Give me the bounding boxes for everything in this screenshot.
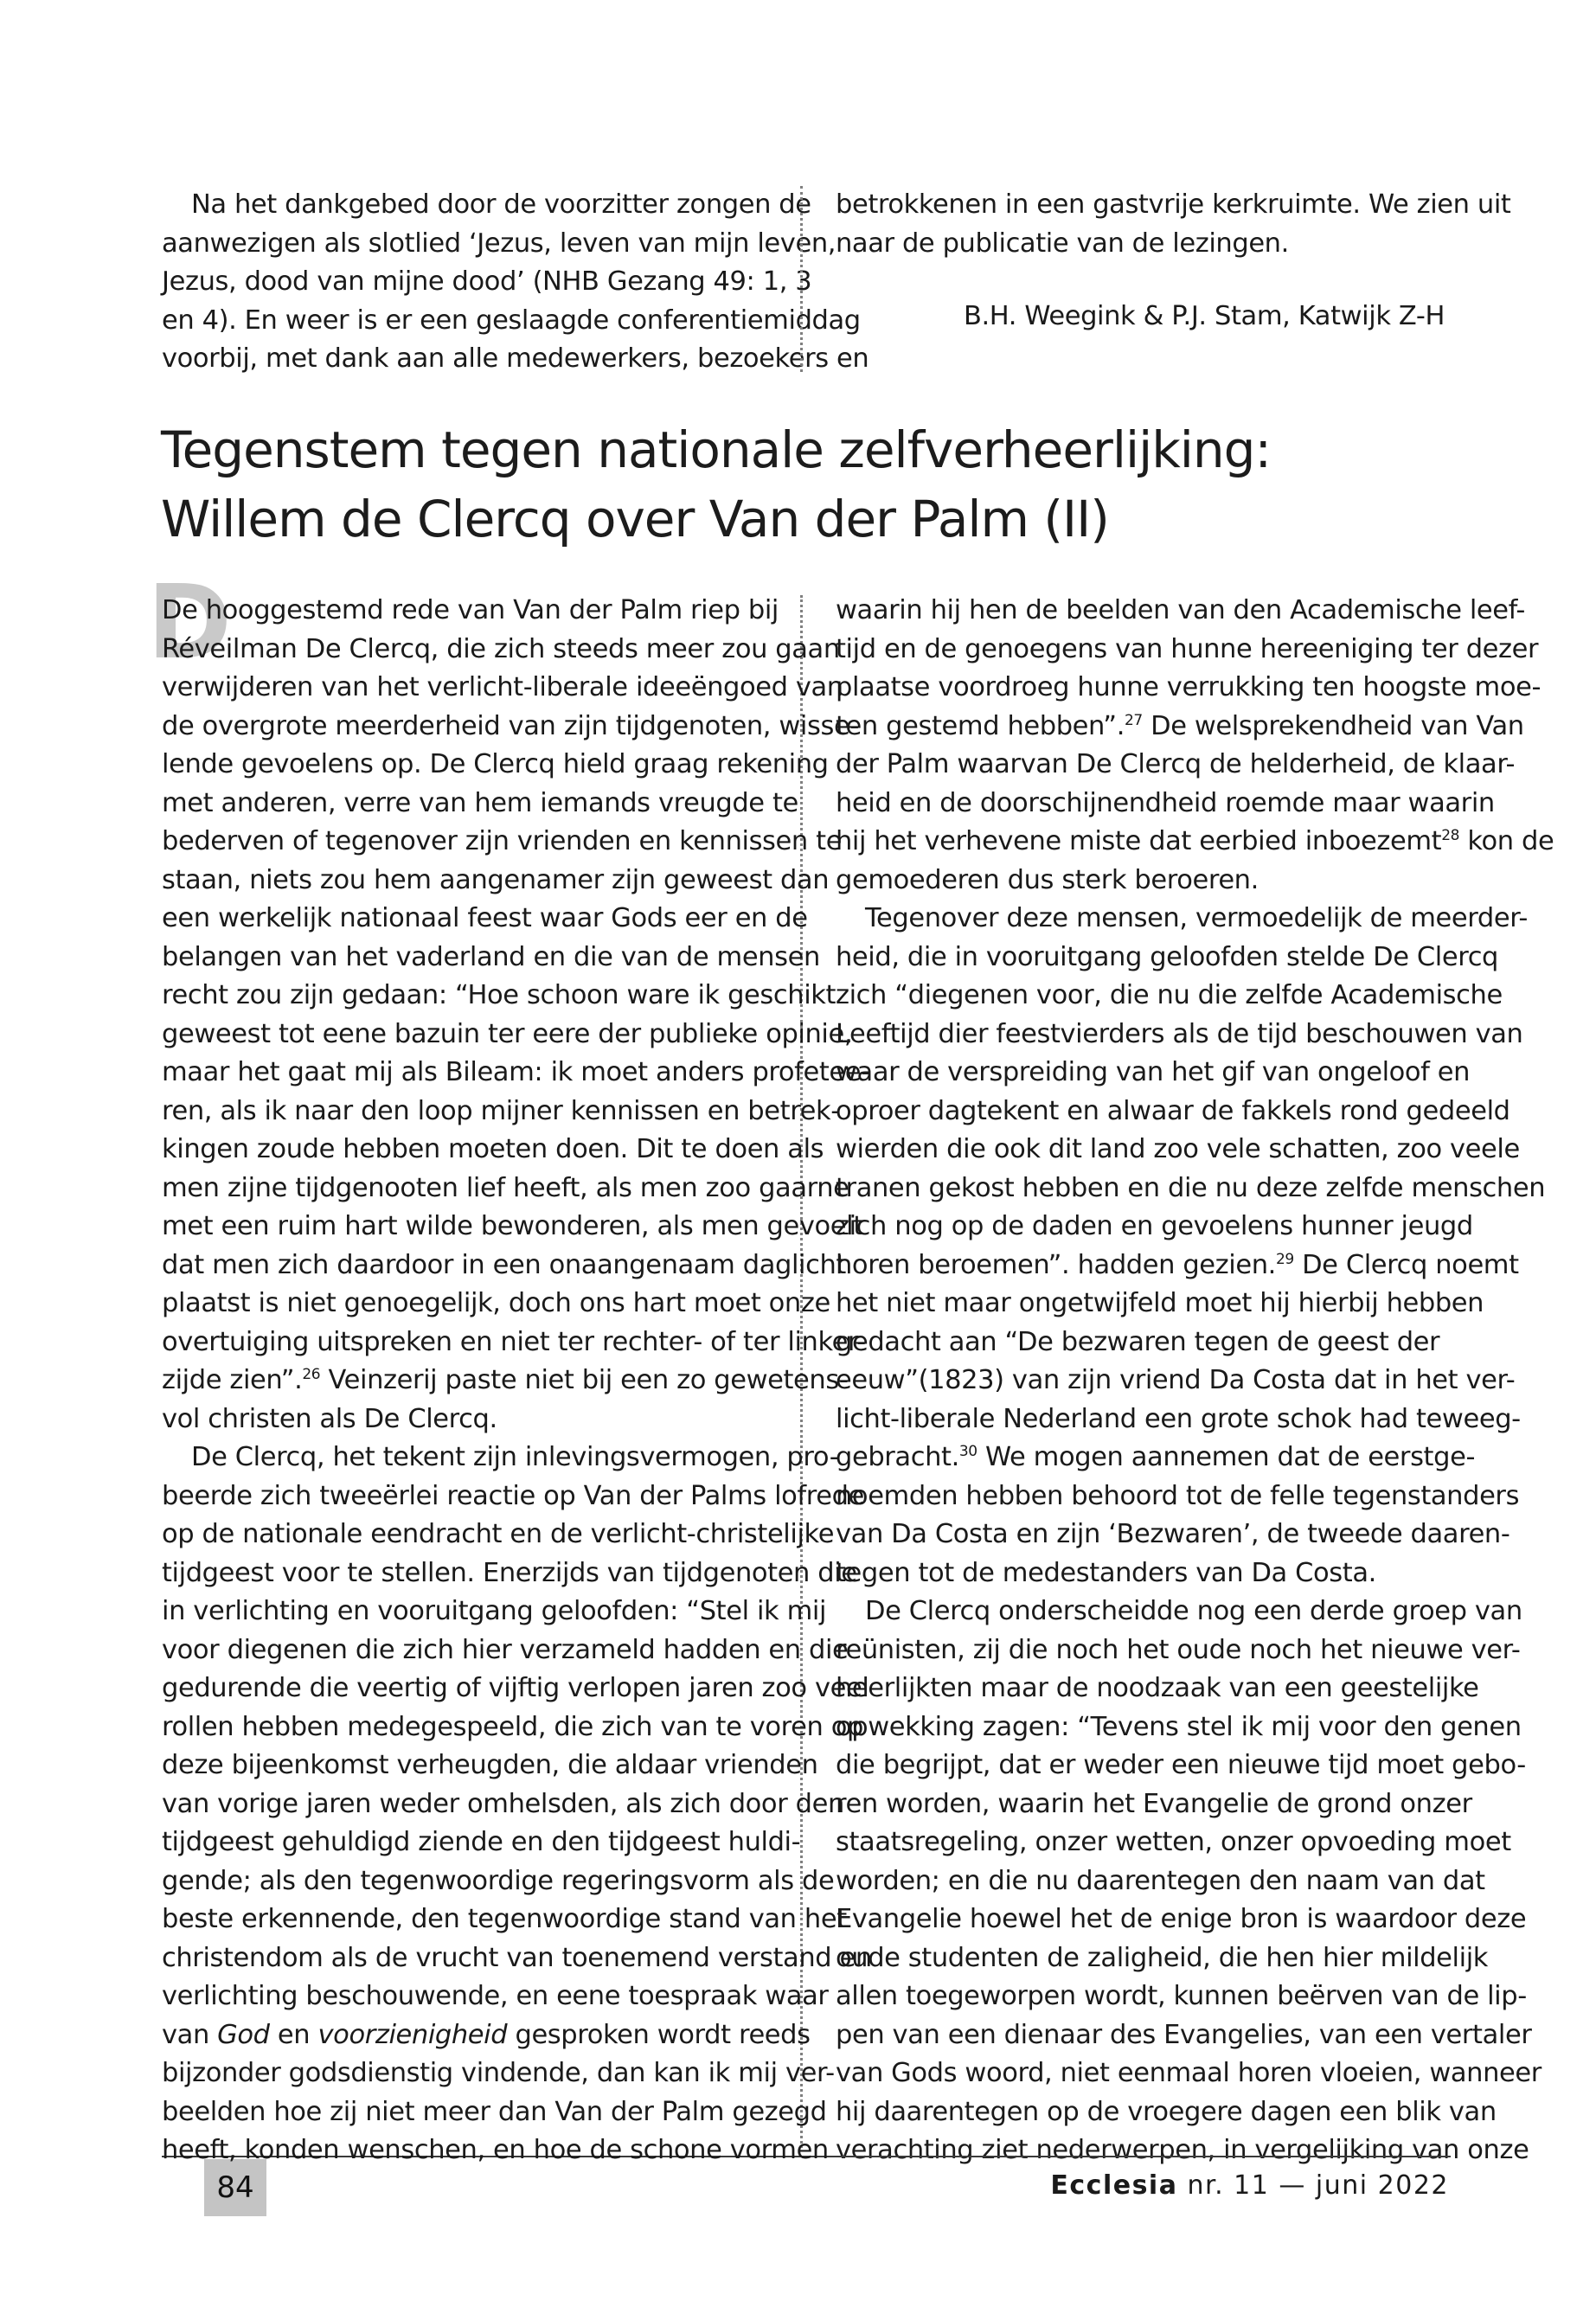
line-text: gedurende die veertig of vijftig verlopen jaren zoo veel <box>162 1673 869 1703</box>
line-text: noemden hebben behoord tot de felle tegenstanders <box>836 1480 1520 1511</box>
intro-column-right <box>836 186 1511 263</box>
text-line <box>836 1631 1521 1670</box>
line-text: belangen van het vaderland en die van de mensen <box>162 941 820 972</box>
line-text: tijdgeest gehuldigd ziende en den tijdgeest huldi- <box>162 1827 801 1857</box>
text-line <box>162 1400 802 1439</box>
text-line <box>836 785 1495 824</box>
text-line <box>836 1516 1510 1554</box>
line-text: ren, als ik naar den loop mijner kennissen en betrek- <box>162 1095 840 1126</box>
line-text: bijzonder godsdienstig vindende, dan kan ik mij ver- <box>162 2058 835 2088</box>
line-text: tegen tot de medestanders van Da Costa. <box>836 1557 1376 1588</box>
text-line <box>162 1747 818 1785</box>
text-line <box>162 2131 829 2170</box>
line-text: verwijderen van het verlicht-liberale ideeëngoed van <box>162 672 843 702</box>
text-line <box>162 1900 847 1939</box>
line-text: deze bijeenkomst verheugden, die aldaar vrienden <box>162 1750 818 1780</box>
line-text: eeuw”(1823) van zijn vriend Da Costa dat in het ver- <box>836 1365 1516 1395</box>
line-text: heeft, konden wenschen, en hoe de schone vormen <box>162 2135 829 2165</box>
line-text: beste erkennende, den tegenwoordige stand van het <box>162 1904 847 1934</box>
article-title-line-1: Tegenstem tegen nationale zelfverheerlijking: <box>161 420 1272 479</box>
text-line <box>162 1516 835 1554</box>
line-text: Evangelie hoewel het de enige bron is waardoor deze <box>836 1904 1527 1934</box>
text-line <box>162 1708 863 1747</box>
line-text: bederven of tegenover zijn vrienden en kennissen te <box>162 826 843 856</box>
line-text: De welsprekendheid van Van <box>1142 710 1524 741</box>
text-line <box>162 1631 849 1670</box>
line-text: in verlichting en vooruitgang geloofden: “Stel ik mij <box>162 1596 827 1626</box>
line-text: oproer dagtekent en alwaar de fakkels rond gedeeld <box>836 1095 1510 1126</box>
text-line <box>162 2054 835 2093</box>
line-text: heid, die in vooruitgang geloofden stelde De Clercq <box>836 941 1499 972</box>
text-line <box>162 1862 835 1901</box>
text-line <box>162 1477 864 1516</box>
text-line <box>162 1285 830 1324</box>
text-line <box>836 631 1539 670</box>
journal-issue: nr. 11 — juni 2022 <box>1177 2170 1449 2201</box>
line-text: wierden die ook dit land zoo vele schatten, zoo veele <box>836 1134 1520 1164</box>
text-line <box>162 1593 827 1631</box>
footnote-ref: 27 <box>1125 711 1143 729</box>
line-text: zich “diegenen voor, die nu die zelfde Academische <box>836 980 1503 1010</box>
line-text: van vorige jaren weder omhelsden, als zich door den <box>162 1788 844 1819</box>
italic-word: voorzienigheid <box>317 2019 508 2050</box>
line-text: ten gestemd hebben”. <box>836 710 1125 741</box>
footnote-ref: 26 <box>302 1365 321 1383</box>
line-text: opwekking zagen: “Tevens stel ik mij voor den genen <box>836 1711 1522 1742</box>
line-text: heid en de doorschijnendheid roemde maar waarin <box>836 787 1495 818</box>
signature: B.H. Weegink & P.J. Stam, Katwijk Z-H <box>963 301 1445 331</box>
text-line <box>162 1362 849 1400</box>
text-line <box>162 1324 866 1362</box>
line-text: recht zou zijn gedaan: “Hoe schoon ware ik geschikt <box>162 980 836 1010</box>
italic-word: God <box>217 2019 270 2050</box>
text-line <box>836 2131 1529 2170</box>
journal-name: Ecclesia <box>1050 2170 1178 2201</box>
line-text: tijdgeest voor te stellen. Enerzijds van tijdgenoten die <box>162 1557 857 1588</box>
line-text: gemoederen dus sterk beroeren. <box>836 864 1259 895</box>
text-line <box>162 746 829 785</box>
line-text: plaatse voordroeg hunne verrukking ten hoogste moe- <box>836 672 1542 702</box>
line-text: der Palm waarvan De Clercq de helderheid, de klaar- <box>836 749 1516 779</box>
text-line <box>162 669 843 708</box>
text-line <box>836 2054 1542 2093</box>
text-line <box>836 1400 1521 1439</box>
line-text: met een ruim hart wilde bewonderen, als men gevoelt <box>162 1211 863 1241</box>
text-line: voorbij, met dank aan alle medewerkers, bezoekers en <box>162 343 869 374</box>
text-line <box>162 1785 844 1824</box>
line-text: gedacht aan “De bezwaren tegen de geest der <box>836 1326 1440 1357</box>
article-column-left <box>162 592 872 2170</box>
text-line <box>162 1554 857 1593</box>
line-text: het niet maar ongetwijfeld moet hij hierbij hebben <box>836 1288 1484 1318</box>
line-text: overtuiging uitspreken en niet ter rechter- of ter linker- <box>162 1326 866 1357</box>
footnote-ref: 28 <box>1441 826 1460 844</box>
line-text: tijd en de genoegens van hunne hereeniging ter dezer <box>836 633 1539 664</box>
text-line <box>162 977 836 1016</box>
line-text: zijde zien”. <box>162 1365 303 1395</box>
text-line <box>162 1131 824 1170</box>
text-line <box>836 708 1524 747</box>
line-text: van <box>162 2019 218 2050</box>
drop-cap: D <box>147 562 232 682</box>
line-text: Tegenover deze mensen, vermoedelijk de meerder- <box>865 903 1528 933</box>
text-line <box>162 1093 840 1131</box>
page-number: 84 <box>204 2159 266 2216</box>
text-line <box>162 2093 827 2132</box>
text-line <box>162 1977 829 2016</box>
line-text: De Clercq, het tekent zijn inlevingsvermogen, pro- <box>191 1442 839 1472</box>
text-line <box>162 823 843 862</box>
text-line <box>836 746 1516 785</box>
line-text: vol christen als De Clercq. <box>162 1403 497 1434</box>
text-line <box>162 1016 853 1054</box>
text-line <box>162 1170 849 1208</box>
text-line <box>836 1593 1522 1631</box>
text-line <box>162 2016 811 2055</box>
text-line <box>836 1131 1520 1170</box>
line-text: oude studenten de zaligheid, die hen hier mildelijk <box>836 1942 1489 1973</box>
text-line: Na het dankgebed door de voorzitter zongen de <box>191 189 811 220</box>
line-text: die begrijpt, dat er weder een nieuwe tijd moet gebo- <box>836 1750 1526 1780</box>
line-text: lende gevoelens op. De Clercq hield graag rekening <box>162 749 829 779</box>
text-line <box>836 1939 1489 1978</box>
line-text: en <box>269 2019 318 2050</box>
text-line <box>836 1747 1526 1785</box>
text-line <box>836 1362 1516 1400</box>
text-line <box>162 708 859 747</box>
intro-column-left <box>162 186 869 379</box>
line-text: gende; als den tegenwoordige regeringsvorm als de <box>162 1865 835 1896</box>
line-text: verlichting beschouwende, en eene toespraak waar <box>162 1981 829 2011</box>
text-line: Jezus, dood van mijne dood’ (NHB Gezang 49: 1, 3 <box>162 266 812 297</box>
line-text: worden; en die nu daarentegen den naam van dat <box>836 1865 1485 1896</box>
article-title <box>161 415 1271 554</box>
text-line <box>836 939 1499 977</box>
text-line <box>162 592 802 631</box>
line-text: licht-liberale Nederland een grote schok had teweeg- <box>836 1403 1521 1434</box>
text-line <box>836 669 1542 708</box>
text-line <box>836 1054 1476 1093</box>
footer-journal <box>1050 2170 1449 2201</box>
line-text: hij daarentegen op de vroegere dagen een blik van <box>836 2096 1497 2127</box>
column-divider-top <box>800 186 803 372</box>
line-text: Veinzerij paste niet bij een zo gewetens- <box>320 1365 849 1395</box>
text-line <box>836 1670 1479 1708</box>
article-title-line-2: Willem de Clercq over Van der Palm (II) <box>161 490 1109 548</box>
text-line <box>836 1862 1485 1901</box>
text-line <box>162 862 830 901</box>
footnote-ref: 30 <box>958 1442 977 1460</box>
text-line <box>836 1554 1476 1593</box>
line-text: geweest tot eene bazuin ter eere der publieke opinie, <box>162 1018 853 1049</box>
line-text: hij het verhevene miste dat eerbied inboezemt <box>836 826 1442 856</box>
line-text: Leeftijd dier feestvierders als de tijd beschouwen van <box>836 1018 1523 1049</box>
text-line <box>162 1208 863 1247</box>
text-line <box>836 592 1525 631</box>
text-line: naar de publicatie van de lezingen. <box>836 228 1289 259</box>
text-line <box>836 1208 1476 1247</box>
line-text: tranen gekost hebben en die nu deze zelfde menschen <box>836 1172 1546 1203</box>
text-line <box>162 1939 872 1978</box>
text-line <box>836 1977 1527 2016</box>
line-text: op de nationale eendracht en de verlicht-christelijke <box>162 1519 835 1549</box>
line-text: ren worden, waarin het Evangelie de grond onzer <box>836 1788 1472 1819</box>
text-line <box>836 900 1528 939</box>
line-text: een werkelijk nationaal feest waar Gods eer en de <box>162 903 808 933</box>
text-line: aanwezigen als slotlied ‘Jezus, leven van mijn leven, <box>162 228 836 259</box>
line-text: gesproken wordt reeds <box>507 2019 811 2050</box>
line-text: staan, niets zou hem aangenamer zijn geweest dan <box>162 864 830 895</box>
text-line <box>836 1324 1476 1362</box>
text-line <box>836 1016 1523 1054</box>
text-line <box>836 1170 1546 1208</box>
text-line: en 4). En weer is er een geslaagde conferentiemiddag <box>162 304 861 336</box>
article-column-right <box>836 592 1554 2170</box>
line-text: christendom als de vrucht van toenemend verstand en <box>162 1942 872 1973</box>
line-text: kon de <box>1459 826 1554 856</box>
text-line <box>836 1477 1520 1516</box>
text-line <box>162 785 802 824</box>
line-text: We mogen aannemen dat de eerstge- <box>977 1442 1476 1472</box>
line-text: beelden hoe zij niet meer dan Van der Palm gezegd <box>162 2096 827 2127</box>
line-text: De hooggestemd rede van Van der Palm riep bij <box>162 595 779 625</box>
text-line <box>162 1054 870 1093</box>
line-text: gebracht. <box>836 1442 959 1472</box>
text-line <box>836 1285 1484 1324</box>
line-text: heerlijkten maar de noodzaak van een geestelijke <box>836 1673 1479 1703</box>
line-text: horen beroemen”. hadden gezien. <box>836 1249 1276 1280</box>
line-text: Réveilman De Clercq, die zich steeds meer zou gaan <box>162 633 840 664</box>
text-line <box>162 1439 839 1477</box>
line-text: verachting ziet nederwerpen, in vergelijking van onze <box>836 2135 1529 2165</box>
text-line <box>162 1823 802 1862</box>
line-text: maar het gaat mij als Bileam: ik moet anders profetee- <box>162 1057 870 1087</box>
text-line: betrokkenen in een gastvrije kerkruimte. We zien uit <box>836 189 1511 220</box>
text-line <box>162 631 840 670</box>
text-line <box>162 900 808 939</box>
line-text: van Gods woord, niet eenmaal horen vloeien, wanneer <box>836 2058 1542 2088</box>
text-line <box>836 1247 1519 1285</box>
text-line <box>836 1093 1510 1131</box>
line-text: reünisten, zij die noch het oude noch het nieuwe ver- <box>836 1634 1521 1665</box>
text-line <box>836 1785 1476 1824</box>
text-line <box>836 2016 1532 2055</box>
line-text: zich nog op de daden en gevoelens hunner jeugd <box>836 1211 1473 1241</box>
line-text: staatsregeling, onzer wetten, onzer opvoeding moet <box>836 1827 1511 1857</box>
line-text: met anderen, verre van hem iemands vreugde te <box>162 787 798 818</box>
line-text: rollen hebben medegespeeld, die zich van te voren op <box>162 1711 863 1742</box>
line-text: pen van een dienaar des Evangelies, van een vertaler <box>836 2019 1532 2050</box>
text-line <box>162 1670 869 1708</box>
line-text: plaatst is niet genoegelijk, doch ons hart moet onze <box>162 1288 830 1318</box>
text-line <box>836 1900 1527 1939</box>
line-text: allen toegeworpen wordt, kunnen beërven van de lip- <box>836 1981 1527 2011</box>
line-text: kingen zoude hebben moeten doen. Dit te doen als <box>162 1134 824 1164</box>
line-text: waar de verspreiding van het gif van ongeloof en <box>836 1057 1471 1087</box>
line-text: men zijne tijdgenooten lief heeft, als men zoo gaarne <box>162 1172 849 1203</box>
line-text: De Clercq noemt <box>1293 1249 1519 1280</box>
text-line <box>836 1439 1476 1477</box>
text-line <box>836 823 1554 862</box>
text-line <box>836 1823 1511 1862</box>
line-text: waarin hij hen de beelden van den Academische leef- <box>836 595 1525 625</box>
text-line <box>162 1247 846 1285</box>
text-line <box>836 1708 1522 1747</box>
text-line <box>836 977 1503 1016</box>
line-text: dat men zich daardoor in een onaangenaam daglicht <box>162 1249 846 1280</box>
line-text: De Clercq onderscheidde nog een derde groep van <box>865 1596 1522 1626</box>
line-text: beerde zich tweeërlei reactie op Van der Palms lofrede <box>162 1480 864 1511</box>
text-line <box>836 2093 1497 2132</box>
text-line <box>162 939 820 977</box>
line-text: de overgrote meerderheid van zijn tijdgenoten, wisse- <box>162 710 859 741</box>
footnote-ref: 29 <box>1275 1250 1294 1268</box>
line-text: voor diegenen die zich hier verzameld hadden en die <box>162 1634 849 1665</box>
line-text: van Da Costa en zijn ‘Bezwaren’, de tweede daaren- <box>836 1519 1510 1549</box>
text-line <box>836 862 1476 901</box>
